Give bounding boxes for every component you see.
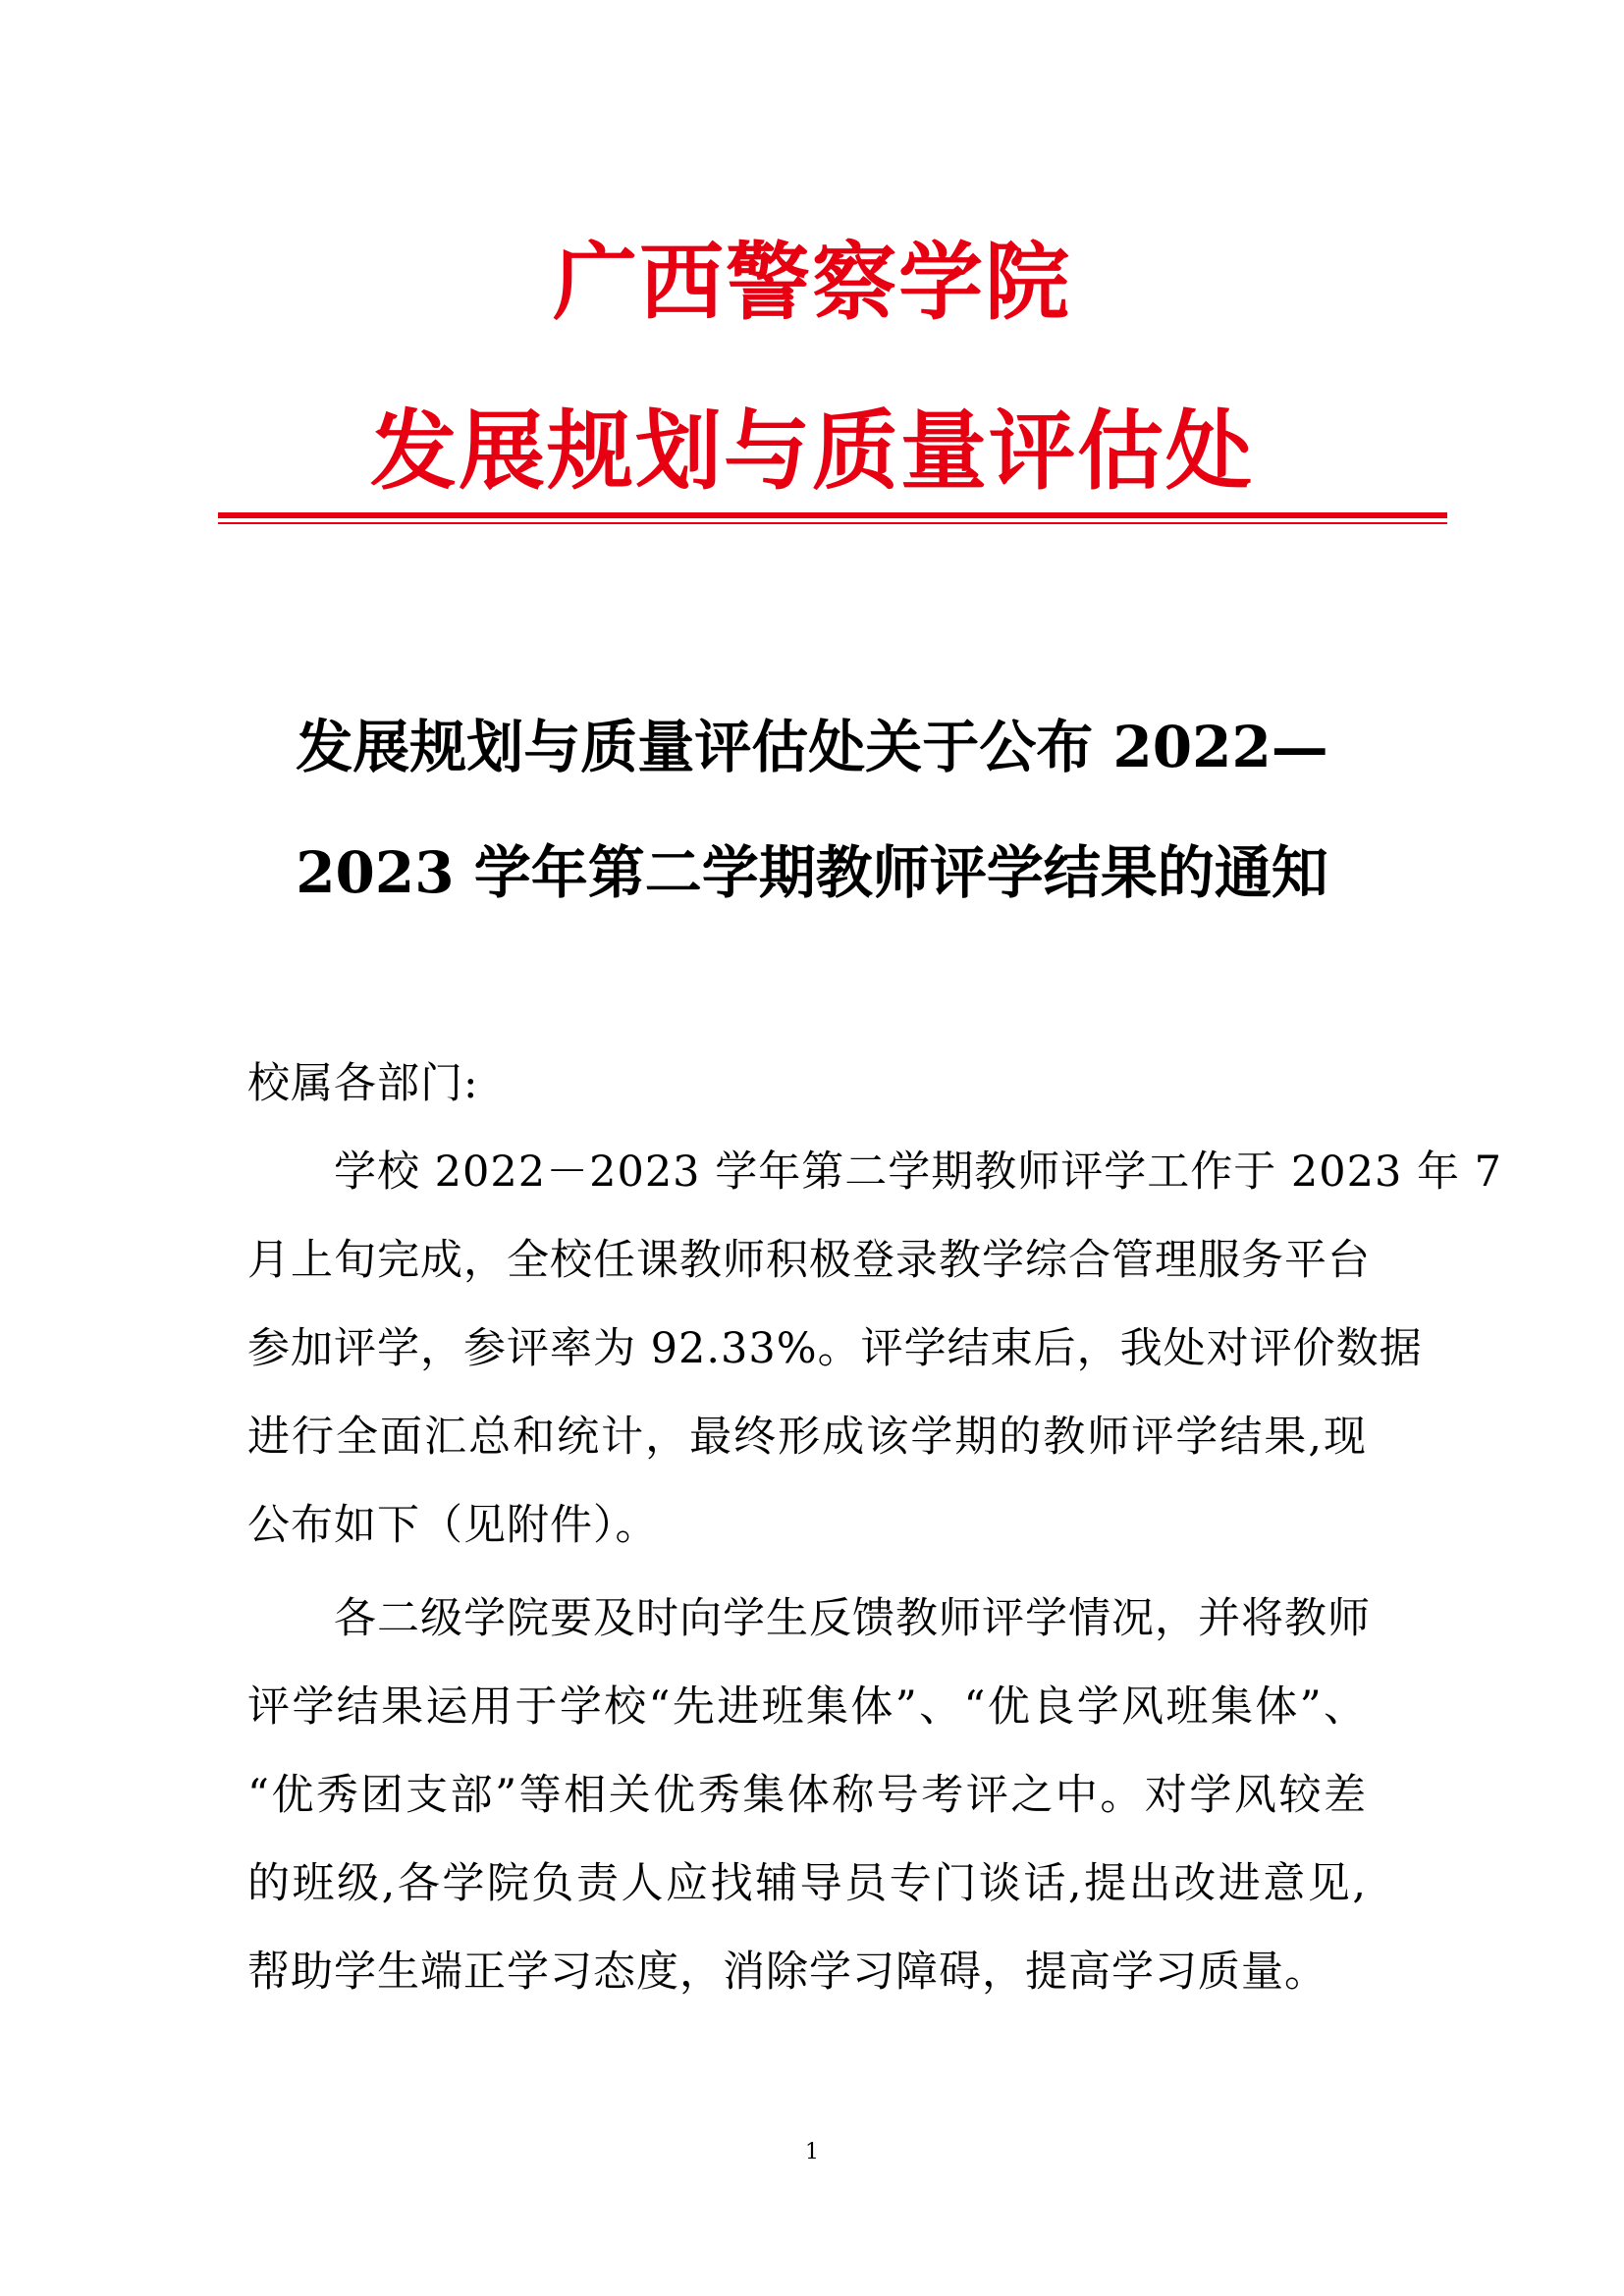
letterhead-dept-name: 发展规划与质量评估处	[369, 400, 1254, 502]
paragraph-1-line: 公布如下（见附件）。	[247, 1501, 659, 1550]
paragraph-1-line: 月上旬完成，全校任课教师积极登录教学综合管理服务平台	[247, 1236, 1371, 1285]
letterhead-org-name: 广西警察学院	[553, 233, 1071, 332]
paragraph-1-line: 进行全面汇总和统计，最终形成该学期的教师评学结果,现	[247, 1413, 1367, 1462]
letterhead-rule-thin	[218, 522, 1447, 524]
page-number: 1	[805, 2140, 819, 2164]
paragraph-2-line: 的班级,各学院负责人应找辅导员专门谈话,提出改进意见,	[247, 1859, 1367, 1908]
paragraph-1-line: 参加评学，参评率为 92.33%。评学结束后，我处对评价数据	[247, 1324, 1423, 1373]
letterhead-rule-thick	[218, 512, 1447, 518]
document-title-line-1: 发展规划与质量评估处关于公布 2022—	[296, 714, 1328, 780]
paragraph-2-line: 帮助学生端正学习态度，消除学习障碍，提高学习质量。	[247, 1948, 1327, 1997]
paragraph-2-line: 评学结果运用于学校“先进班集体”、“优良学风班集体”、	[247, 1682, 1367, 1732]
salutation: 校属各部门:	[247, 1059, 479, 1108]
document-title-line-2: 2023 学年第二学期教师评学结果的通知	[296, 839, 1328, 906]
paragraph-2-line: “优秀团支部”等相关优秀集体称号考评之中。对学风较差	[247, 1771, 1367, 1820]
paragraph-2-line: 各二级学院要及时向学生反馈教师评学情况，并将教师	[334, 1594, 1371, 1643]
paragraph-1-line: 学校 2022－2023 学年第二学期教师评学工作于 2023 年 7	[334, 1148, 1502, 1197]
